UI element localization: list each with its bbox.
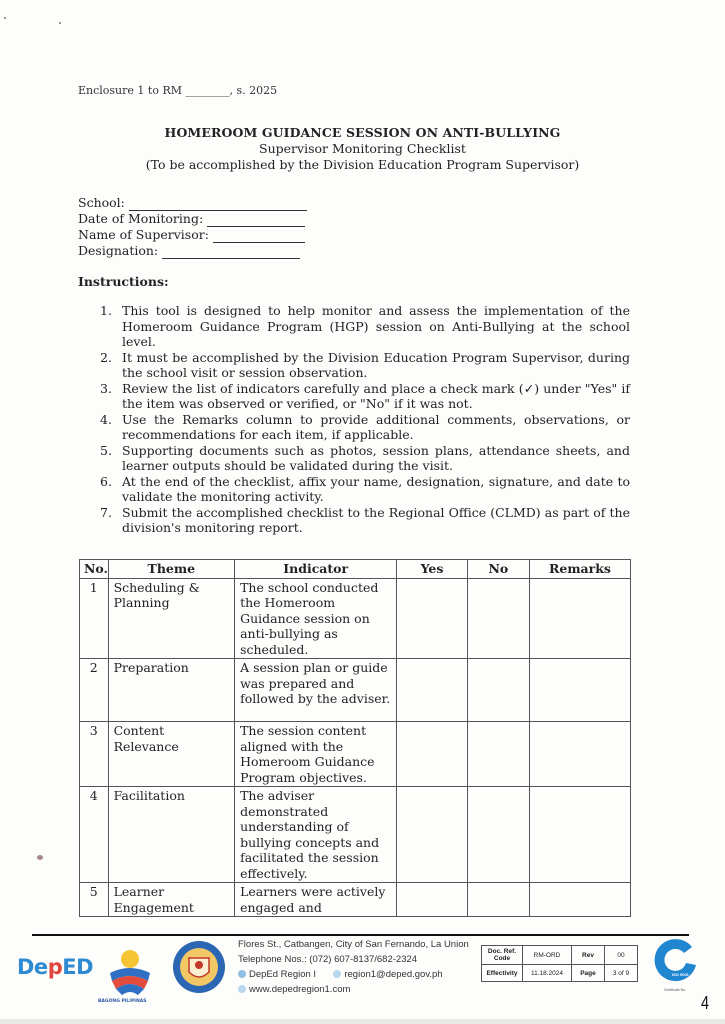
row-theme: Scheduling & Planning [108, 578, 235, 659]
rev-label: Rev [572, 946, 605, 965]
iso-top-text: TÜV NORD [679, 954, 698, 958]
instruction-number: 6. [100, 473, 112, 489]
instruction-text: Supporting documents such as photos, session plans, attendance sheets, and learner outputs should be validated during the visit. [122, 442, 630, 473]
header-remarks: Remarks [529, 560, 630, 579]
scan-bottom-edge [0, 1019, 725, 1024]
date-input[interactable] [207, 214, 305, 227]
table-row [80, 787, 631, 883]
website-link[interactable]: www.depedregion1.com [249, 984, 351, 995]
row-indicator: The school conducted the Homeroom Guidance session on anti-bullying as scheduled. [235, 578, 397, 659]
scan-speck [4, 17, 6, 19]
date-field [78, 211, 307, 227]
instruction-number: 3. [100, 380, 112, 396]
row-number: 2 [80, 659, 109, 722]
instruction-number: 7. [100, 504, 112, 520]
table-row [80, 883, 631, 917]
scan-speck [59, 22, 61, 24]
handwritten-page-number: 4 [701, 993, 710, 1013]
bagong-pilipinas-caption: BAGONG PILIPINAS [98, 999, 147, 1004]
instruction-number: 2. [100, 349, 112, 365]
info-fields [78, 195, 307, 259]
scan-speck [37, 855, 43, 860]
document-subtitle: Supervisor Monitoring Checklist [259, 141, 466, 156]
instruction-item [100, 443, 630, 474]
monitoring-checklist-table [79, 559, 631, 917]
instruction-number: 1. [100, 303, 112, 318]
doc-ref-value: RM-ORD [523, 946, 572, 965]
yes-cell[interactable] [397, 787, 467, 883]
deped-logo-text: De [17, 955, 48, 979]
supervisor-label: Name of Supervisor: [78, 227, 209, 242]
no-cell[interactable] [467, 883, 529, 917]
header-no-answer: No [467, 560, 529, 579]
effectivity-label: Effectivity [482, 965, 523, 982]
header-indicator: Indicator [235, 560, 397, 579]
table-row [80, 722, 631, 787]
instruction-text: Use the Remarks column to provide additional comments, observations, or recommendations for each item, if applicable. [122, 411, 630, 442]
doc-ref-label: Doc. Ref. Code [482, 946, 523, 965]
yes-cell[interactable] [397, 883, 467, 917]
email-link[interactable]: region1@deped.gov.ph [344, 969, 443, 980]
row-indicator: Learners were actively engaged and [235, 883, 397, 917]
date-label: Date of Monitoring: [78, 211, 204, 226]
instruction-number: 5. [100, 442, 112, 458]
row-number: 1 [80, 578, 109, 659]
row-indicator: The adviser demonstrated understanding of bullying concepts and facilitated the session effectively. [235, 787, 397, 883]
page-value: 3 of 9 [605, 965, 638, 982]
bagong-pilipinas-logo-icon [104, 943, 156, 999]
school-field [78, 195, 307, 211]
header-theme: Theme [108, 560, 235, 579]
document-note: (To be accomplished by the Division Education Program Supervisor) [145, 157, 580, 172]
yes-cell[interactable] [397, 722, 467, 787]
yes-cell[interactable] [397, 578, 467, 659]
instruction-text: It must be accomplished by the Division Education Program Supervisor, during the school visit or session observation. [122, 349, 630, 380]
page-label: Page [572, 965, 605, 982]
no-cell[interactable] [467, 578, 529, 659]
supervisor-field [78, 227, 307, 243]
row-theme: Preparation [108, 659, 235, 722]
supervisor-input[interactable] [213, 230, 305, 243]
iso-certificate-number: Certificate No. [663, 988, 687, 992]
school-input[interactable] [129, 198, 307, 211]
iso-certification-icon [650, 935, 700, 985]
instruction-number: 4. [100, 411, 112, 427]
contact-info [238, 937, 469, 997]
facebook-icon [238, 970, 246, 978]
table-row [80, 578, 631, 659]
telephone-numbers: Telephone Nos.: (072) 607-8137/682-2324 [238, 954, 418, 965]
designation-label: Designation: [78, 243, 159, 258]
remarks-cell[interactable] [529, 578, 630, 659]
row-theme: Facilitation [108, 787, 235, 883]
row-indicator: The session content aligned with the Homeroom Guidance Program objectives. [235, 722, 397, 787]
remarks-cell[interactable] [529, 722, 630, 787]
instructions-heading: Instructions: [78, 274, 169, 289]
row-indicator: A session plan or guide was prepared and followed by the adviser. [235, 659, 397, 722]
instruction-text: This tool is designed to help monitor and assess the implementation of the Homeroom Guidance Program (HGP) session on Anti-Bullying at the school level. [122, 303, 630, 349]
instructions-list [100, 303, 630, 536]
docref-row [482, 946, 638, 965]
instruction-item [100, 381, 630, 412]
facebook-link[interactable]: DepEd Region I [249, 969, 317, 980]
header-yes: Yes [397, 560, 467, 579]
document-reference-table [481, 945, 638, 982]
instruction-item [100, 505, 630, 536]
instruction-item [100, 412, 630, 443]
table-header-row [80, 560, 631, 579]
row-theme: Content Relevance [108, 722, 235, 787]
iso-bottom-text: ISO 9001 [672, 972, 689, 977]
social-email-row [238, 967, 469, 982]
enclosure-line [78, 84, 277, 97]
no-cell[interactable] [467, 659, 529, 722]
remarks-cell[interactable] [529, 787, 630, 883]
enclosure-blank: ________ [185, 84, 230, 97]
email-icon [333, 970, 341, 978]
remarks-cell[interactable] [529, 883, 630, 917]
deped-logo-torch: p [47, 955, 63, 979]
website-row [238, 982, 469, 997]
docref-row [482, 965, 638, 982]
office-address: Flores St., Catbangen, City of San Fernando, La Union [238, 939, 469, 950]
yes-cell[interactable] [397, 659, 467, 722]
instruction-text: At the end of the checklist, affix your name, designation, signature, and date to validate the monitoring activity. [122, 473, 630, 504]
table-row [80, 659, 631, 722]
school-label: School: [78, 195, 125, 210]
instruction-item [100, 350, 630, 381]
instruction-text: Submit the accomplished checklist to the Regional Office (CLMD) as part of the division's monitoring report. [122, 504, 630, 535]
title-block [0, 125, 725, 172]
enclosure-prefix: Enclosure 1 to RM [78, 84, 182, 97]
row-number: 3 [80, 722, 109, 787]
remarks-cell[interactable] [529, 659, 630, 722]
no-cell[interactable] [467, 722, 529, 787]
deped-logo [17, 955, 93, 979]
footer-divider [32, 934, 689, 936]
designation-input[interactable] [162, 246, 300, 259]
instruction-item [100, 474, 630, 505]
rev-value: 00 [605, 946, 638, 965]
row-number: 4 [80, 787, 109, 883]
header-no: No. [80, 560, 109, 579]
deped-region-seal-icon [172, 940, 226, 994]
no-cell[interactable] [467, 787, 529, 883]
document-title: HOMEROOM GUIDANCE SESSION ON ANTI-BULLYING [164, 125, 561, 140]
effectivity-value: 11.18.2024 [523, 965, 572, 982]
instruction-item [100, 303, 630, 350]
enclosure-suffix: , s. 2025 [229, 84, 278, 97]
deped-logo-text: ED [62, 955, 94, 979]
globe-icon [238, 985, 246, 993]
row-number: 5 [80, 883, 109, 917]
designation-field [78, 243, 307, 259]
row-theme: Learner Engagement [108, 883, 235, 917]
instruction-text: Review the list of indicators carefully and place a check mark (✓) under "Yes" if the item was observed or verified, or "No" if it was not. [122, 380, 630, 411]
